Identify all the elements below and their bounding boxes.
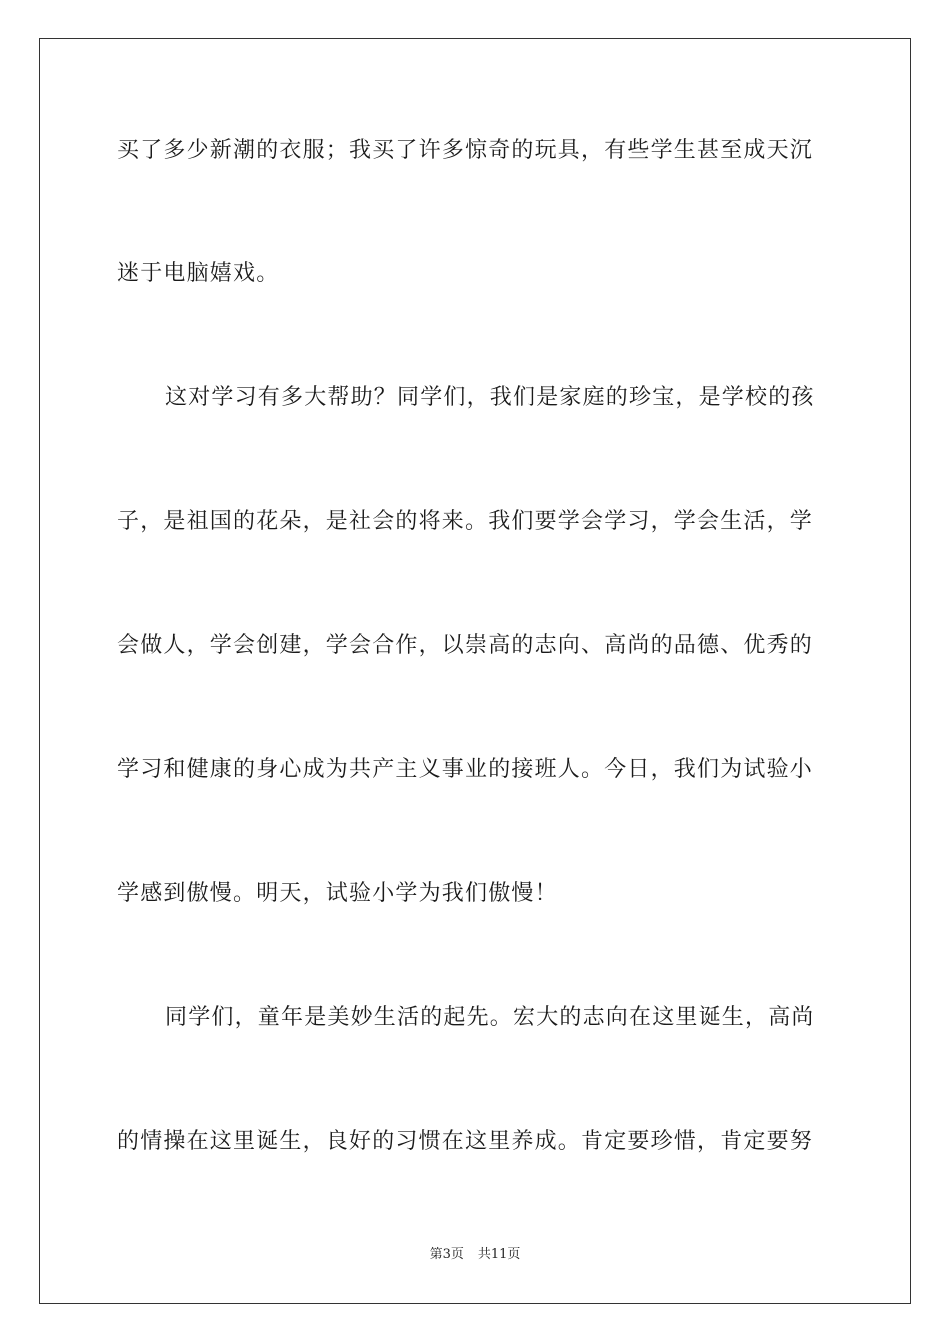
page-border [39,38,911,1304]
text-line: 迷于电脑嬉戏。 [117,261,280,286]
text-line: 学习和健康的身心成为共产主义事业的接班人。今日，我们为试验小 [117,757,814,782]
paragraph-start-line: 同学们，童年是美妙生活的起先。宏大的志向在这里诞生，高尚 [165,1005,815,1030]
page-total: 共11页 [477,1247,521,1262]
text-line: 买了多少新潮的衣服；我买了许多惊奇的玩具，有些学生甚至成天沉 [117,138,814,163]
page-number: 第3页 [429,1247,464,1262]
text-line: 的情操在这里诞生，良好的习惯在这里养成。肯定要珍惜，肯定要努 [117,1129,814,1154]
paragraph-start-line: 这对学习有多大帮助？同学们，我们是家庭的珍宝，是学校的孩 [165,385,815,410]
text-line: 会做人，学会创建，学会合作，以崇高的志向、高尚的品德、优秀的 [117,633,814,658]
page-footer [0,1246,950,1264]
text-line: 学感到傲慢。明天，试验小学为我们傲慢！ [117,881,558,906]
text-line: 子，是祖国的花朵，是社会的将来。我们要学会学习，学会生活，学 [117,509,814,534]
